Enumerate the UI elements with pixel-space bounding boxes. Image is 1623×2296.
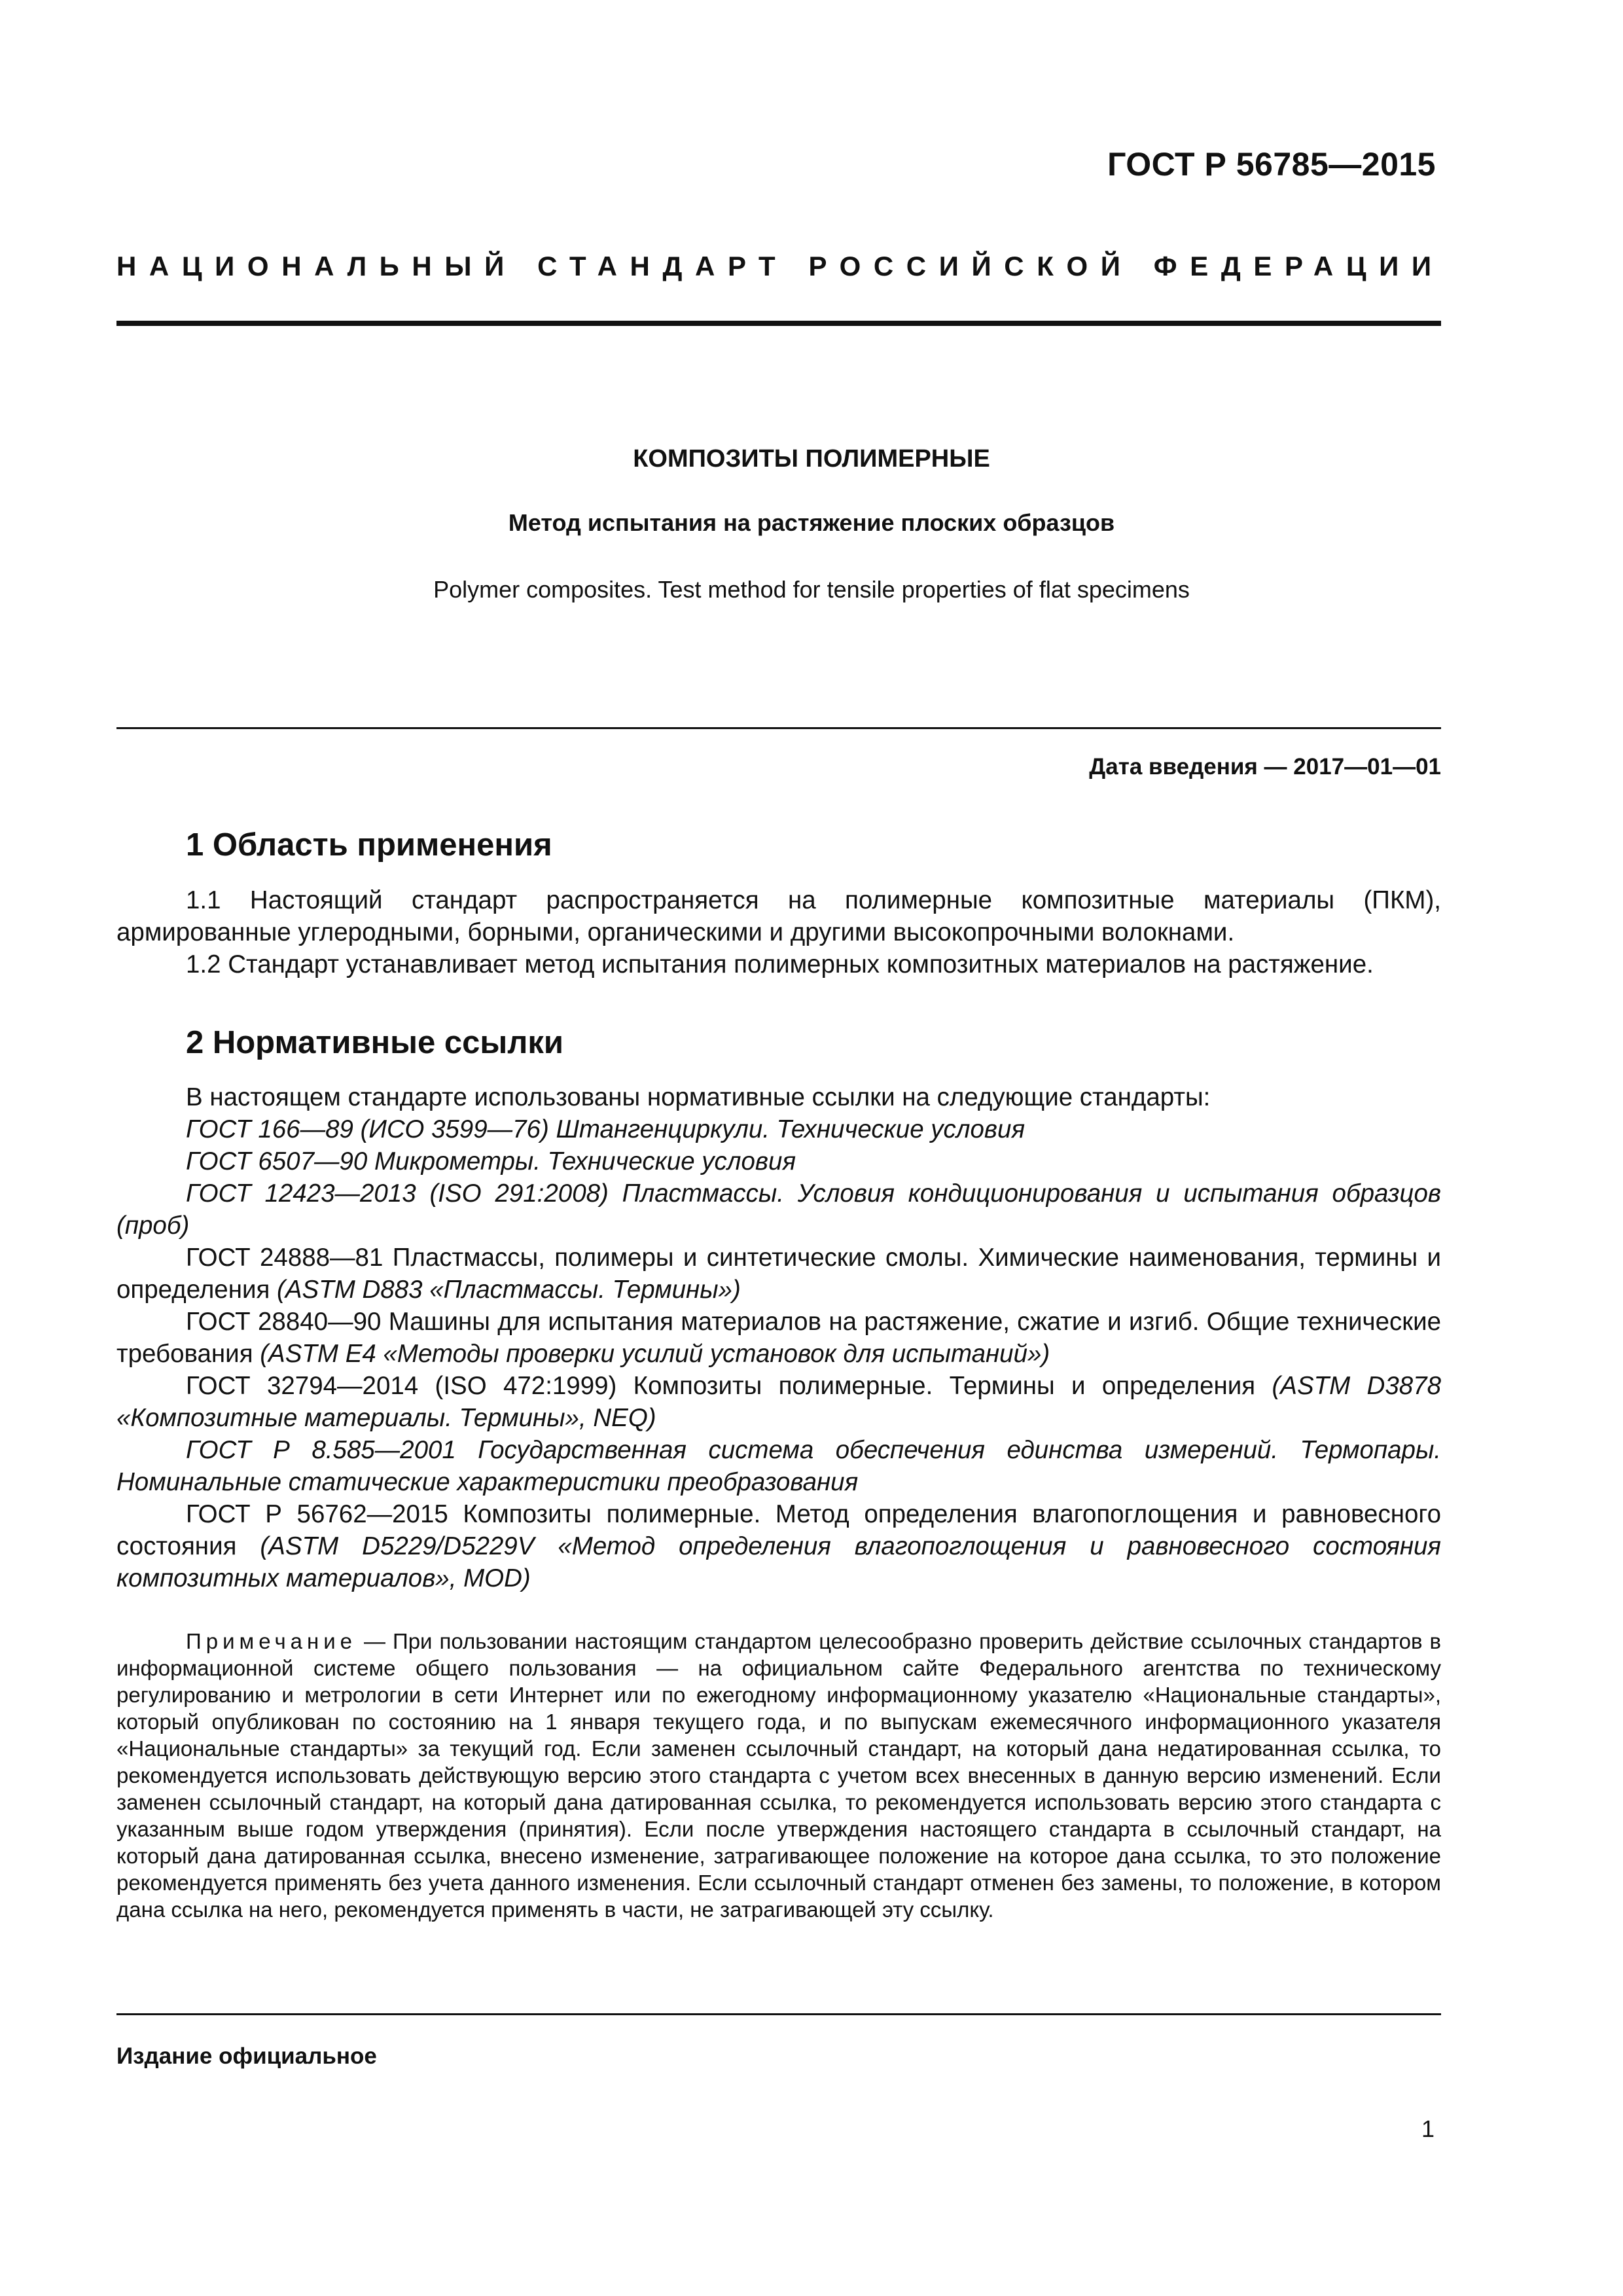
references-intro: В настоящем стандарте использованы нормативные ссылки на следующие стандарты: bbox=[186, 1083, 1211, 1111]
reference-gost-28840 bbox=[116, 1306, 1441, 1370]
reference-gost-28840-title: ГОСТ 28840—90 Машины для испытания материалов на растяжение, сжатие и изгиб. Общие технические требования bbox=[116, 1308, 1441, 1368]
reference-gost-24888-title: ГОСТ 24888—81 Пластмассы, полимеры и синтетические смолы. Химические наименования, термины и определения bbox=[116, 1244, 1441, 1304]
edition-label: Издание официальное bbox=[116, 2043, 377, 2069]
note-text: — При пользовании настоящим стандартом целесообразно проверить действие ссылочных стандартов в информационной системе общего пользования — на официальном сайте Федерального агентства по техническому регулированию и метрологии в сети Интернет или по ежегодному информационному указателю «Национальные стандарты», который опубликован по состоянию на 1 января текущего года, и по выпускам ежемесячного информационного указателя «Национальные стандарты» за текущий год. Если заменен ссылочный стандарт, на который дана недатированная ссылка, то рекомендуется использовать действующую версию этого стандарта с учетом всех внесенных в данную версию изменений. Если заменен ссылочный стандарт, на который дана датированная ссылка, то рекомендуется использовать версию этого стандарта с указанным выше годом утверждения (принятия). Если после утверждения настоящего стандарта в ссылочный стандарт, на который дана датированная ссылка, внесено изменение, затрагивающее положение на которое дана ссылка, то это положение рекомендуется применять без учета данного изменения. Если ссылочный стандарт отменен без замены, то положение, в котором дана ссылка на него, рекомендуется применять в части, не затрагивающей эту ссылку. bbox=[116, 1629, 1441, 1922]
document-title-english: Polymer composites. Test method for tensile properties of flat specimens bbox=[433, 576, 1190, 603]
reference-gost-32794-title: ГОСТ 32794—2014 (ISO 472:1999) Композиты полимерные. Термины и определения bbox=[186, 1372, 1272, 1400]
paragraph-1-2: 1.2 Стандарт устанавливает метод испытания полимерных композитных материалов на растяжение. bbox=[186, 950, 1374, 978]
section-1-body bbox=[116, 884, 1441, 980]
section-1-heading: 1 Область применения bbox=[186, 827, 552, 863]
reference-gost-32794 bbox=[116, 1370, 1441, 1434]
note-block bbox=[116, 1628, 1441, 1923]
document-number: ГОСТ Р 56785—2015 bbox=[1107, 146, 1436, 183]
national-standard-banner: НАЦИОНАЛЬНЫЙ СТАНДАРТ РОССИЙСКОЙ ФЕДЕРАЦИИ bbox=[116, 251, 1444, 281]
title-divider bbox=[116, 727, 1441, 729]
footer-divider bbox=[116, 2013, 1441, 2015]
section-2-heading: 2 Нормативные ссылки bbox=[186, 1025, 563, 1060]
note-label: Примечание bbox=[186, 1629, 357, 1653]
paragraph-1-1: 1.1 Настоящий стандарт распространяется на полимерные композитные материалы (ПКМ), армированные углеродными, борными, органическими и другими высокопрочными волокнами. bbox=[116, 886, 1441, 946]
reference-gost-r-56762 bbox=[116, 1498, 1441, 1594]
reference-gost-24888-equivalent: (ASTM D883 «Пластмассы. Термины») bbox=[277, 1276, 741, 1304]
reference-gost-32794-equivalent: (ASTM D3878 «Композитные материалы. Термины», NEQ) bbox=[116, 1372, 1441, 1432]
document-title: КОМПОЗИТЫ ПОЛИМЕРНЫЕ bbox=[633, 445, 990, 473]
reference-gost-166: ГОСТ 166—89 (ИСО 3599—76) Штангенциркули. Технические условия bbox=[186, 1115, 1026, 1143]
reference-gost-r-56762-title: ГОСТ Р 56762—2015 Композиты полимерные. Метод определения влагопоглощения и равновесного состояния bbox=[116, 1500, 1441, 1560]
reference-gost-r-8-585: ГОСТ Р 8.585—2001 Государственная система обеспечения единства измерений. Термопары. Номинальные статические характеристики преобразования bbox=[116, 1436, 1441, 1496]
note-paragraph bbox=[116, 1628, 1441, 1923]
section-2-body bbox=[116, 1081, 1441, 1594]
reference-gost-r-56762-equivalent: (ASTM D5229/D5229V «Метод определения влагопоглощения и равновесного состояния композитных материалов», MOD) bbox=[116, 1532, 1441, 1592]
page-number: 1 bbox=[1421, 2115, 1435, 2142]
reference-gost-12423: ГОСТ 12423—2013 (ISO 291:2008) Пластмассы. Условия кондиционирования и испытания образцов (проб) bbox=[116, 1179, 1441, 1240]
reference-gost-24888 bbox=[116, 1242, 1441, 1306]
document-subtitle: Метод испытания на растяжение плоских образцов bbox=[508, 509, 1115, 536]
reference-gost-6507: ГОСТ 6507—90 Микрометры. Технические условия bbox=[186, 1147, 796, 1175]
header-divider bbox=[116, 321, 1441, 326]
reference-gost-28840-equivalent: (ASTM E4 «Методы проверки усилий установок для испытаний») bbox=[260, 1340, 1050, 1368]
introduction-date: Дата введения — 2017—01—01 bbox=[1089, 754, 1441, 780]
